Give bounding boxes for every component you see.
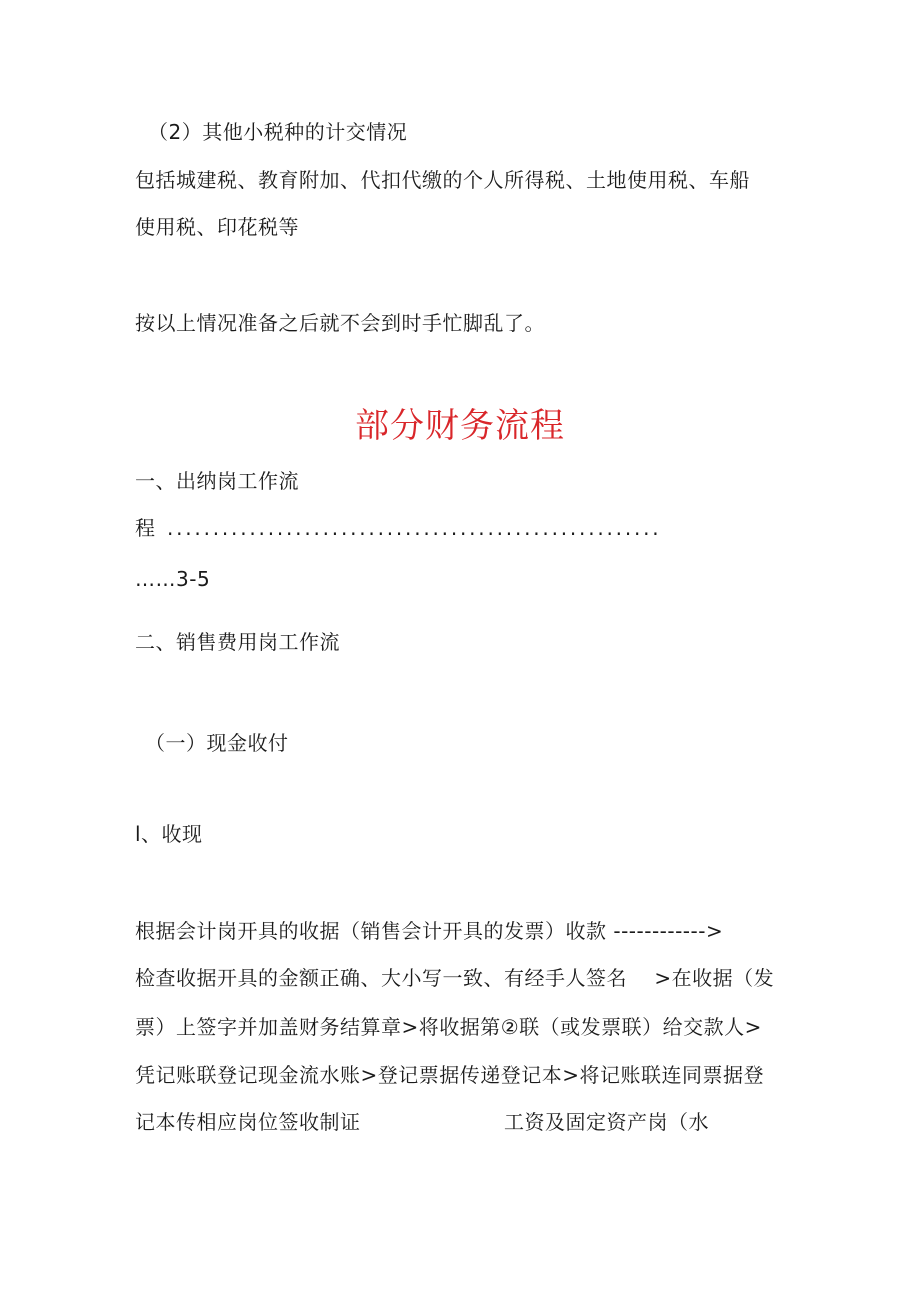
flow-text-line: 根据会计岗开具的收据（销售会计开具的发票）收款 ------------>	[135, 919, 724, 943]
flow-text-line: 票）上签字并加盖财务结算章>将收据第②联（或发票联）给交款人>	[135, 1015, 762, 1039]
flow-text-line: 凭记账联登记现金流水账>登记票据传递登记本>将记账联连同票据登	[135, 1063, 765, 1087]
subsection-heading: （一）现金收付	[145, 731, 289, 755]
preparation-note: 按以上情况准备之后就不会到时手忙脚乱了。	[135, 311, 545, 335]
toc-item-label: 二、销售费用岗工作流	[135, 630, 340, 654]
subsection-item: l、收现	[135, 822, 203, 846]
toc-item-label: 一、出纳岗工作流	[135, 469, 299, 493]
flow-text-line: 记本传相应岗位签收制证 工资及固定资产岗（水	[135, 1110, 709, 1134]
tax-body-line: 使用税、印花税等	[135, 215, 299, 239]
toc-item-leader: 程 ......................................................	[135, 516, 662, 540]
tax-body-line: 包括城建税、教育附加、代扣代缴的个人所得税、土地使用税、车船	[135, 168, 750, 192]
flow-text-line: 检查收据开具的金额正确、大小写一致、有经手人签名 >在收据（发	[135, 966, 775, 990]
tax-subheading: （2）其他小税种的计交情况	[148, 120, 408, 144]
toc-item-page: ……3-5	[135, 567, 211, 591]
document-title: 部分财务流程	[355, 406, 565, 446]
